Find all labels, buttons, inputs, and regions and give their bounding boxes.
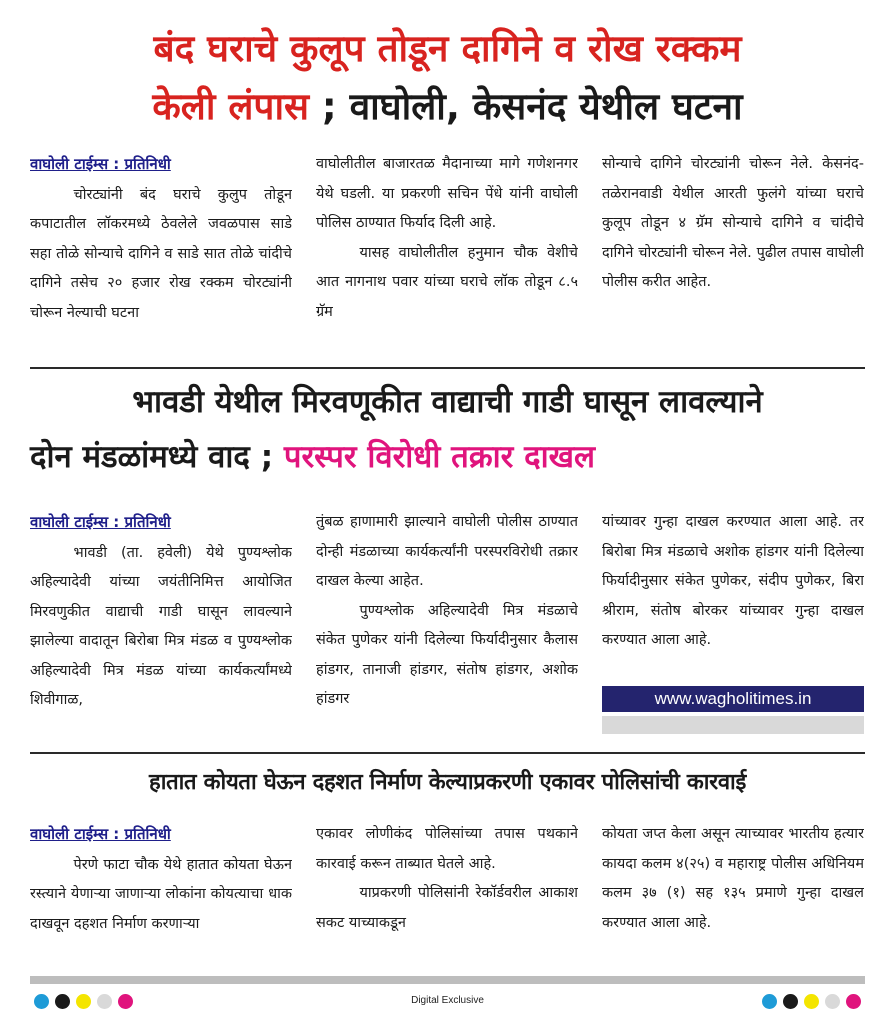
headline-1-separator: ; bbox=[309, 85, 350, 128]
color-registration-right bbox=[762, 994, 861, 1009]
headline-1-line-2 bbox=[18, 86, 877, 129]
article-1-column-1 bbox=[30, 150, 292, 355]
article-3-column-2 bbox=[316, 820, 578, 972]
divider-2 bbox=[30, 752, 865, 754]
headline-1-red-part: केली लंपास bbox=[152, 85, 310, 128]
article-3-col1-text: पेरणे फाटा चौक येथे हातात कोयता घेऊन रस्त्याने येणाऱ्या जाणाऱ्या लोकांना कोयत्याचा धाक दाखवून दहशत निर्माण करणाऱ्या bbox=[30, 856, 292, 932]
article-1-column-2 bbox=[316, 150, 578, 355]
article-3-col2-para-1: एकावर लोणीकंद पोलिसांच्या तपास पथकाने कारवाई करून ताब्यात घेतले आहे. bbox=[316, 826, 578, 872]
article-3-column-3 bbox=[602, 820, 864, 972]
cyan-dot bbox=[762, 994, 777, 1009]
article-2-byline: वाघोली टाईम्स : प्रतिनिधी bbox=[30, 513, 171, 531]
article-3-col3-text: कोयता जप्त केला असून त्याच्यावर भारतीय हत्यार कायदा कलम ४(२५) व महाराष्ट्र पोलीस अधिनियम कलम ३७ (१) सह १३५ प्रमाणे गुन्हा दाखल करण्यात आला आहे. bbox=[602, 826, 864, 931]
article-1-col3-text: सोन्याचे दागिने चोरट्यांनी चोरून नेले. केसनंद-तळेरानवाडी येथील आरती फुलंगे यांच्या घराचे कुलूप तोडून ४ ग्रॅम सोन्याचे दागिने व चांदीचे दागिने चोरट्यांनी चोरून नेले. पुढील तपास वाघोली पोलीस करीत आहेत. bbox=[602, 156, 864, 290]
footer-label: Digital Exclusive bbox=[411, 995, 484, 1006]
footer-bar bbox=[30, 976, 865, 984]
gray-strip bbox=[602, 716, 864, 734]
article-3-byline: वाघोली टाईम्स : प्रतिनिधी bbox=[30, 825, 171, 843]
website-banner[interactable]: www.wagholitimes.in bbox=[602, 686, 864, 712]
article-2-column-1 bbox=[30, 508, 292, 748]
headline-2-line-1: भावडी येथील मिरवणूकीत वाद्याची गाडी घासून लावल्याने bbox=[132, 384, 763, 420]
article-3-col2-para-2: याप्रकरणी पोलिसांनी रेकॉर्डवरील आकाश सकट याच्याकडून bbox=[316, 885, 578, 931]
gray-dot bbox=[825, 994, 840, 1009]
article-1-col2-para-1: वाघोलीतील बाजारतळ मैदानाच्या मागे गणेशनगर येथे घडली. या प्रकरणी सचिन पेंधे यांनी वाघोली पोलिस ठाण्यात फिर्याद दिली आहे. bbox=[316, 156, 578, 231]
black-dot bbox=[783, 994, 798, 1009]
article-2-col2-para-1: तुंबळ हाणामारी झाल्याने वाघोली पोलीस ठाण्यात दोन्ही मंडळाच्या कार्यकर्त्यांनी परस्परविरोधी तक्रार दाखल केल्या आहेत. bbox=[316, 514, 578, 589]
headline-1-black-part: वाघोली, केसनंद येथील घटना bbox=[349, 85, 743, 128]
headline-1-line-1: बंद घराचे कुलूप तोडून दागिने व रोख रक्कम bbox=[153, 27, 742, 70]
article-2-col1-text: भावडी (ता. हवेली) येथे पुण्यश्लोक अहिल्यादेवी यांच्या जयंतीनिमित्त आयोजित मिरवणुकीत वाद्याची गाडी घासून लावल्याने झालेल्या वादातून बिरोबा मित्र मंडळ व पुण्यश्लोक अहिल्यादेवी मित्र मंडळ यांच्या कार्यकर्त्यांमध्ये शिवीगाळ, bbox=[30, 544, 292, 708]
article-2-col2-para-2: पुण्यश्लोक अहिल्यादेवी मित्र मंडळाचे संकेत पुणेकर यांनी दिलेल्या फिर्यादीनुसार कैलास हांडगर, तानाजी हांडगर, संतोष हांडगर, अशोक हांडगर bbox=[316, 602, 578, 707]
yellow-dot bbox=[804, 994, 819, 1009]
divider-1 bbox=[30, 367, 865, 369]
article-2-column-2 bbox=[316, 508, 578, 748]
article-3-column-1 bbox=[30, 820, 292, 972]
headline-2-pink-part: परस्पर विरोधी तक्रार दाखल bbox=[283, 439, 596, 475]
article-2-column-3 bbox=[602, 508, 864, 678]
article-1-col2-para-2: यासह वाघोलीतील हनुमान चौक वेशीचे आत नागनाथ पवार यांच्या घराचे लॉक तोडून ८.५ ग्रॅम bbox=[316, 244, 578, 320]
headline-2-line-2 bbox=[30, 440, 877, 476]
article-1-byline: वाघोली टाईम्स : प्रतिनिधी bbox=[30, 155, 171, 173]
magenta-dot bbox=[846, 994, 861, 1009]
headline-2-separator: ; bbox=[249, 439, 284, 475]
headline-3: हातात कोयता घेऊन दहशत निर्माण केल्याप्रकरणी एकावर पोलिसांची कारवाई bbox=[149, 770, 746, 795]
article-1-col1-text: चोरट्यांनी बंद घराचे कुलुप तोडून कपाटातील लॉकरमध्ये ठेवलेले जवळपास साडे सहा तोळे सोन्याचे दागिने व साडे सात तोळे चांदीचे दागिने तसेच २० हजार रोख रक्कम चोरट्यांनी चोरून नेल्याची घटना bbox=[30, 186, 292, 321]
article-1-column-3 bbox=[602, 150, 864, 355]
article-2-col3-text: यांच्यावर गुन्हा दाखल करण्यात आला आहे. तर बिरोबा मित्र मंडळाचे अशोक हांडगर यांनी दिलेल्या फिर्यादीनुसार संकेत पुणेकर, संदीप पुणेकर, बिरा श्रीराम, संतोष बोरकर यांच्यावर गुन्हा दाखल करण्यात आला आहे. bbox=[602, 514, 864, 648]
headline-2-black-part: दोन मंडळांमध्ये वाद bbox=[30, 439, 250, 475]
